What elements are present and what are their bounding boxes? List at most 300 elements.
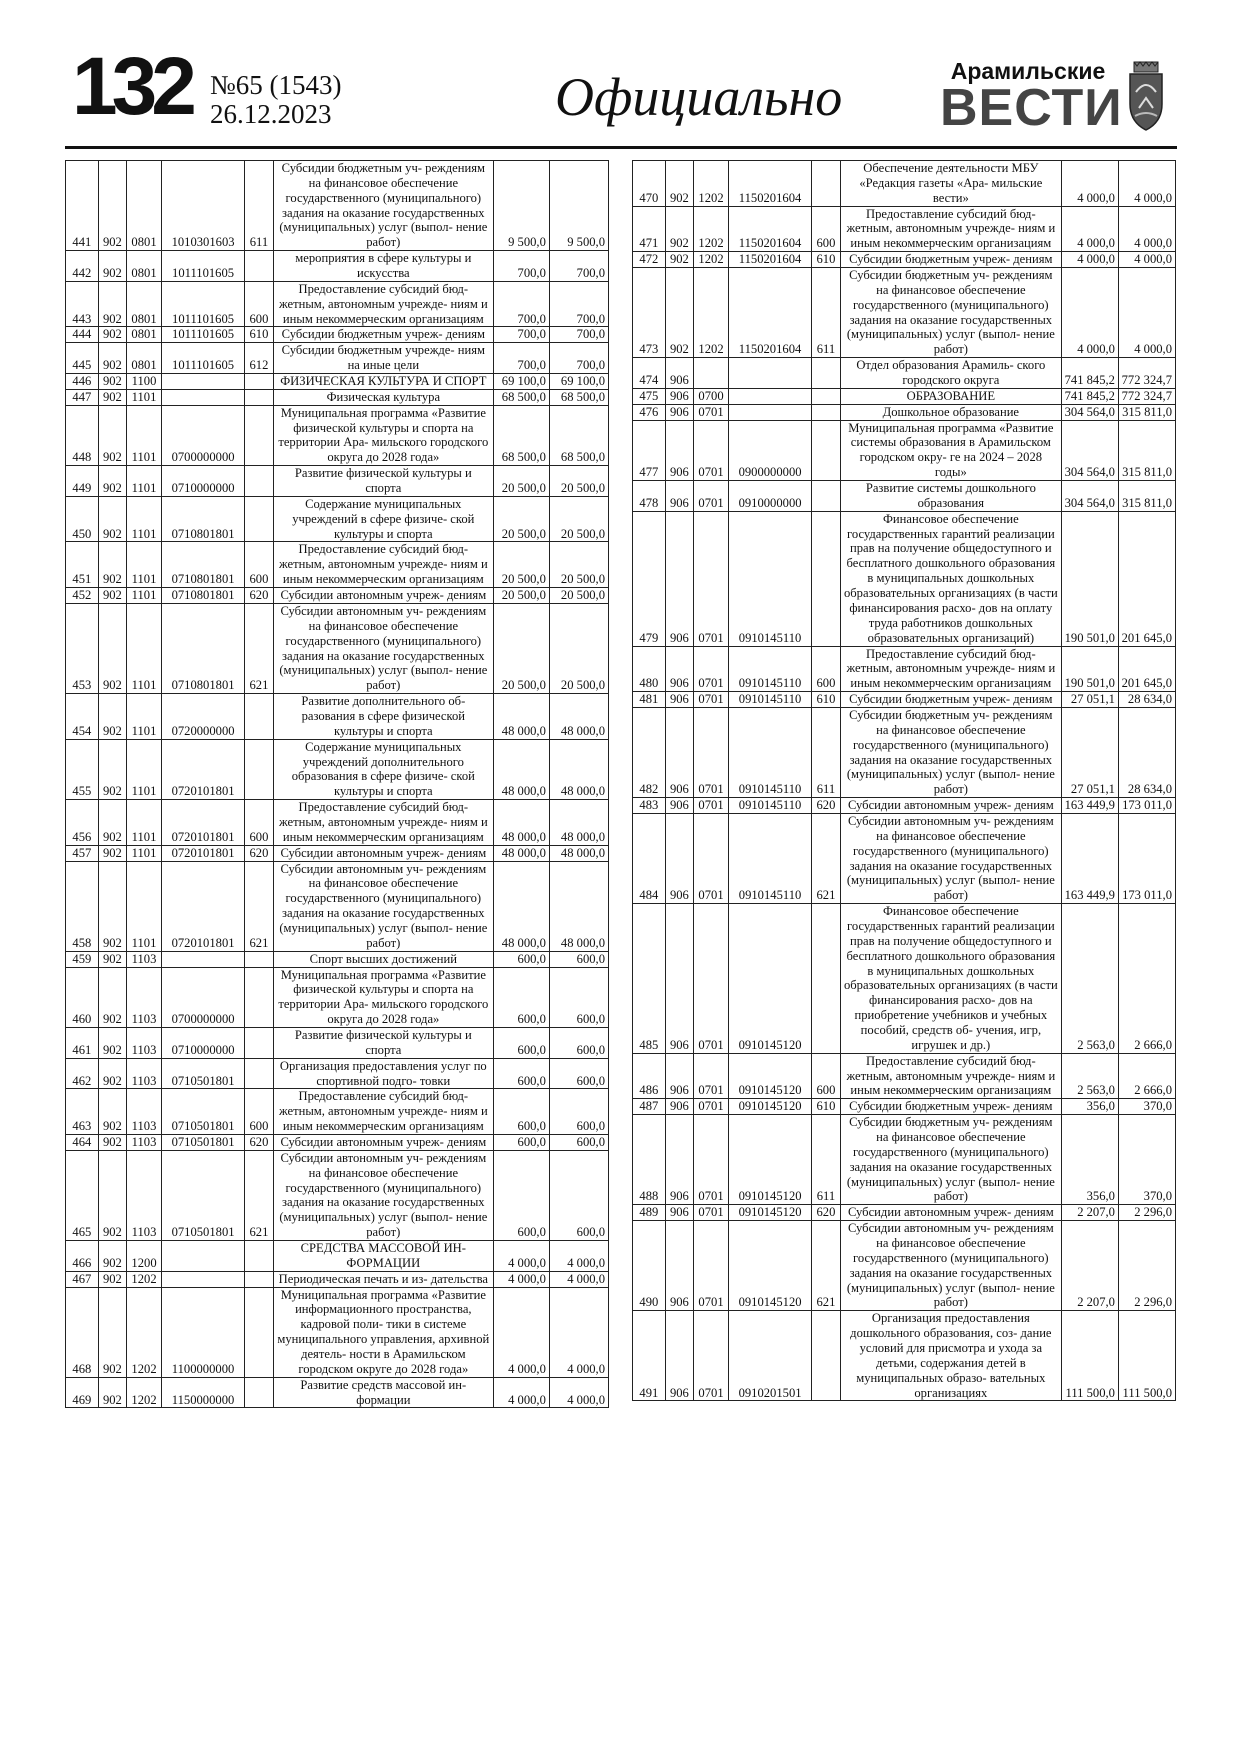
amount-2026-cell: 48 000,0 (549, 800, 608, 846)
item-name-cell: Субсидии бюджетным уч- реждениям на финансовое обеспечение государственного (муниципального) задания на оказание государственных (муниципальных) услуг (выпол- нение работ) (840, 707, 1061, 797)
admin-code-cell: 906 (665, 404, 693, 420)
admin-code-cell: 902 (98, 1271, 126, 1287)
admin-code-cell: 906 (665, 707, 693, 797)
target-article-cell: 0910145110 (728, 511, 811, 646)
target-article-cell: 0910145120 (728, 1053, 811, 1099)
admin-code-cell: 902 (98, 1089, 126, 1135)
section-code-cell: 1202 (694, 206, 729, 252)
amount-2026-cell: 2 296,0 (1118, 1205, 1175, 1221)
section-title: Официально (555, 67, 843, 127)
expense-type-cell: 611 (245, 161, 273, 251)
item-name-cell: Периодическая печать и из- дательства (273, 1271, 493, 1287)
table-row (66, 389, 609, 405)
amount-2025-cell: 600,0 (494, 1058, 550, 1089)
item-name-cell: Организация предоставления услуг по спортивной подго- товки (273, 1058, 493, 1089)
section-code-cell: 1101 (127, 739, 162, 799)
table-row (66, 343, 609, 374)
row-number-cell: 477 (633, 420, 666, 480)
table-row (66, 1287, 609, 1377)
section-code-cell: 1202 (127, 1287, 162, 1377)
row-number-cell: 474 (633, 358, 666, 389)
amount-2025-cell: 600,0 (494, 1089, 550, 1135)
row-number-cell: 456 (66, 800, 99, 846)
row-number-cell: 449 (66, 466, 99, 497)
expense-type-cell: 620 (812, 798, 840, 814)
expense-type-cell (245, 951, 273, 967)
table-row (633, 1099, 1176, 1115)
admin-code-cell: 906 (665, 420, 693, 480)
item-name-cell: Субсидии автономным уч- реждениям на финансовое обеспечение государственного (муниципального) задания на оказание государственных (муниципальных) услуг (выпол- нение работ) (273, 861, 493, 951)
target-article-cell (161, 1241, 244, 1272)
target-article-cell: 0710501801 (161, 1150, 244, 1240)
target-article-cell: 0910145110 (728, 692, 811, 708)
table-row (633, 1115, 1176, 1205)
expense-type-cell: 600 (812, 1053, 840, 1099)
admin-code-cell: 906 (665, 1205, 693, 1221)
expense-type-cell: 600 (812, 646, 840, 692)
table-row (633, 813, 1176, 903)
section-code-cell: 1202 (127, 1271, 162, 1287)
row-number-cell: 490 (633, 1221, 666, 1311)
table-row (633, 420, 1176, 480)
amount-2026-cell: 20 500,0 (549, 603, 608, 693)
amount-2026-cell: 2 296,0 (1118, 1221, 1175, 1311)
admin-code-cell: 902 (665, 268, 693, 358)
item-name-cell: Субсидии автономным уч- реждениям на финансовое обеспечение государственного (муниципального) задания на оказание государственных (муниципальных) услуг (выпол- нение работ) (273, 603, 493, 693)
target-article-cell (161, 951, 244, 967)
expense-type-cell (812, 358, 840, 389)
item-name-cell: Субсидии автономным уч- реждениям на финансовое обеспечение государственного (муниципального) задания на оказание государственных (муниципальных) услуг (выпол- нение работ) (273, 1150, 493, 1240)
table-row (633, 1053, 1176, 1099)
amount-2026-cell: 772 324,7 (1118, 358, 1175, 389)
amount-2025-cell: 600,0 (494, 951, 550, 967)
expense-type-cell: 621 (812, 813, 840, 903)
amount-2025-cell: 4 000,0 (494, 1241, 550, 1272)
amount-2026-cell: 201 645,0 (1118, 646, 1175, 692)
target-article-cell: 0910000000 (728, 481, 811, 512)
section-code-cell: 0801 (127, 343, 162, 374)
target-article-cell: 0910145120 (728, 1221, 811, 1311)
expense-type-cell (245, 496, 273, 542)
table-row (66, 466, 609, 497)
target-article-cell: 0910145120 (728, 1115, 811, 1205)
amount-2025-cell: 163 449,9 (1062, 798, 1119, 814)
section-code-cell: 1103 (127, 1150, 162, 1240)
item-name-cell: Субсидии автономным учреж- дениям (840, 798, 1061, 814)
amount-2026-cell: 600,0 (549, 1150, 608, 1240)
expense-type-cell: 600 (245, 542, 273, 588)
item-name-cell: Субсидии бюджетным уч- реждениям на финансовое обеспечение государственного (муниципального) задания на оказание государственных (муниципальных) услуг (выпол- нение работ) (273, 161, 493, 251)
section-code-cell: 0701 (694, 1205, 729, 1221)
amount-2026-cell: 700,0 (549, 281, 608, 327)
expense-type-cell: 620 (245, 845, 273, 861)
expense-type-cell (245, 1241, 273, 1272)
row-number-cell: 448 (66, 405, 99, 465)
admin-code-cell: 906 (665, 1115, 693, 1205)
amount-2026-cell: 173 011,0 (1118, 798, 1175, 814)
row-number-cell: 453 (66, 603, 99, 693)
item-name-cell: Муниципальная программа «Развитие физической культуры и спорта на территории Ара- мильского городского округа до 2028 года» (273, 405, 493, 465)
amount-2025-cell: 48 000,0 (494, 800, 550, 846)
amount-2025-cell: 700,0 (494, 251, 550, 282)
item-name-cell: Финансовое обеспечение государственных гарантий реализации прав на получение общедоступного и бесплатного дошкольного образования в муниципальных дошкольных образовательных организациях (в части финансирования расхо- дов на приобретение учебников и учебных пособий, средств об- учения, игр, игрушек и др.) (840, 904, 1061, 1054)
target-article-cell (728, 404, 811, 420)
row-number-cell: 471 (633, 206, 666, 252)
amount-2026-cell: 772 324,7 (1118, 388, 1175, 404)
row-number-cell: 472 (633, 252, 666, 268)
target-article-cell: 0910145110 (728, 813, 811, 903)
expense-type-cell (245, 1027, 273, 1058)
amount-2025-cell: 20 500,0 (494, 496, 550, 542)
amount-2026-cell: 4 000,0 (549, 1377, 608, 1408)
section-code-cell: 1101 (127, 603, 162, 693)
target-article-cell: 0710501801 (161, 1089, 244, 1135)
admin-code-cell: 906 (665, 692, 693, 708)
row-number-cell: 488 (633, 1115, 666, 1205)
amount-2025-cell: 741 845,2 (1062, 388, 1119, 404)
table-row (633, 707, 1176, 797)
expense-type-cell: 600 (812, 206, 840, 252)
expense-type-cell (245, 739, 273, 799)
brand-name-line2: ВЕСТИ (940, 79, 1123, 137)
row-number-cell: 473 (633, 268, 666, 358)
item-name-cell: Физическая культура (273, 389, 493, 405)
table-row (66, 1377, 609, 1408)
table-row (66, 603, 609, 693)
amount-2025-cell: 68 500,0 (494, 389, 550, 405)
amount-2025-cell: 700,0 (494, 327, 550, 343)
item-name-cell: Развитие дополнительного об- разования в сфере физической культуры и спорта (273, 694, 493, 740)
item-name-cell: Муниципальная программа «Развитие системы образования в Арамильском городском окру- ге на 2024 – 2028 годы» (840, 420, 1061, 480)
expense-type-cell (245, 466, 273, 497)
amount-2025-cell: 190 501,0 (1062, 646, 1119, 692)
target-article-cell: 0720000000 (161, 694, 244, 740)
section-code-cell: 0701 (694, 692, 729, 708)
amount-2026-cell: 600,0 (549, 1058, 608, 1089)
row-number-cell: 482 (633, 707, 666, 797)
item-name-cell: Субсидии автономным учреж- дениям (273, 845, 493, 861)
section-code-cell: 0701 (694, 904, 729, 1054)
expense-type-cell: 611 (812, 268, 840, 358)
target-article-cell: 1011101605 (161, 281, 244, 327)
table-row (66, 739, 609, 799)
amount-2025-cell: 4 000,0 (494, 1287, 550, 1377)
admin-code-cell: 906 (665, 511, 693, 646)
target-article-cell: 1150000000 (161, 1377, 244, 1408)
admin-code-cell: 902 (98, 405, 126, 465)
row-number-cell: 444 (66, 327, 99, 343)
target-article-cell: 1011101605 (161, 251, 244, 282)
admin-code-cell: 902 (98, 496, 126, 542)
amount-2026-cell: 4 000,0 (549, 1287, 608, 1377)
table-row (66, 496, 609, 542)
amount-2026-cell: 28 634,0 (1118, 692, 1175, 708)
issue-date: 26.12.2023 (210, 99, 332, 129)
admin-code-cell: 902 (98, 1287, 126, 1377)
target-article-cell: 1150201604 (728, 161, 811, 207)
admin-code-cell: 902 (98, 1150, 126, 1240)
section-code-cell: 1202 (694, 268, 729, 358)
table-row (66, 542, 609, 588)
expense-type-cell (812, 511, 840, 646)
table-row (66, 281, 609, 327)
table-row (66, 327, 609, 343)
amount-2026-cell: 9 500,0 (549, 161, 608, 251)
target-article-cell (728, 358, 811, 389)
table-row (66, 1271, 609, 1287)
row-number-cell: 468 (66, 1287, 99, 1377)
amount-2025-cell: 4 000,0 (494, 1271, 550, 1287)
amount-2025-cell: 2 563,0 (1062, 1053, 1119, 1099)
amount-2025-cell: 20 500,0 (494, 466, 550, 497)
expense-type-cell: 600 (245, 1089, 273, 1135)
item-name-cell: Субсидии автономным учреж- дениям (840, 1205, 1061, 1221)
row-number-cell: 443 (66, 281, 99, 327)
expense-type-cell (812, 481, 840, 512)
row-number-cell: 483 (633, 798, 666, 814)
table-row (66, 951, 609, 967)
expense-type-cell: 610 (812, 252, 840, 268)
row-number-cell: 450 (66, 496, 99, 542)
table-row (66, 588, 609, 604)
section-code-cell: 1103 (127, 951, 162, 967)
amount-2026-cell: 111 500,0 (1118, 1311, 1175, 1401)
expense-type-cell (245, 405, 273, 465)
admin-code-cell: 906 (665, 1053, 693, 1099)
table-row (66, 374, 609, 390)
item-name-cell: Субсидии бюджетным уч- реждениям на финансовое обеспечение государственного (муниципального) задания на оказание государственных (муниципальных) услуг (выпол- нение работ) (840, 1115, 1061, 1205)
item-name-cell: мероприятия в сфере культуры и искусства (273, 251, 493, 282)
issue-number: №65 (1543) (210, 70, 342, 100)
amount-2025-cell: 48 000,0 (494, 739, 550, 799)
expense-type-cell: 621 (245, 861, 273, 951)
amount-2025-cell: 111 500,0 (1062, 1311, 1119, 1401)
amount-2026-cell: 4 000,0 (1118, 206, 1175, 252)
admin-code-cell: 906 (665, 904, 693, 1054)
expense-type-cell (245, 374, 273, 390)
section-code-cell: 0701 (694, 1099, 729, 1115)
section-code-cell: 0701 (694, 511, 729, 646)
row-number-cell: 459 (66, 951, 99, 967)
item-name-cell: Предоставление субсидий бюд- жетным, автономным учрежде- ниям и иным некоммерческим организациям (840, 206, 1061, 252)
expense-type-cell: 611 (812, 707, 840, 797)
expense-type-cell (245, 251, 273, 282)
admin-code-cell: 902 (98, 374, 126, 390)
amount-2025-cell: 356,0 (1062, 1099, 1119, 1115)
table-row (633, 206, 1176, 252)
table-row (633, 511, 1176, 646)
admin-code-cell: 902 (98, 739, 126, 799)
admin-code-cell: 906 (665, 388, 693, 404)
section-code-cell: 1103 (127, 967, 162, 1027)
row-number-cell: 454 (66, 694, 99, 740)
expense-type-cell: 620 (812, 1205, 840, 1221)
row-number-cell: 442 (66, 251, 99, 282)
budget-table-left (65, 160, 609, 1408)
section-code-cell: 1101 (127, 588, 162, 604)
row-number-cell: 476 (633, 404, 666, 420)
row-number-cell: 487 (633, 1099, 666, 1115)
admin-code-cell: 906 (665, 481, 693, 512)
admin-code-cell: 902 (98, 694, 126, 740)
expense-type-cell: 621 (245, 1150, 273, 1240)
amount-2025-cell: 69 100,0 (494, 374, 550, 390)
expense-type-cell: 620 (245, 1135, 273, 1151)
amount-2026-cell: 69 100,0 (549, 374, 608, 390)
row-number-cell: 445 (66, 343, 99, 374)
item-name-cell: Субсидии бюджетным учреж- дениям (273, 327, 493, 343)
admin-code-cell: 902 (665, 161, 693, 207)
amount-2025-cell: 741 845,2 (1062, 358, 1119, 389)
amount-2025-cell: 4 000,0 (1062, 161, 1119, 207)
table-row (633, 1311, 1176, 1401)
row-number-cell: 447 (66, 389, 99, 405)
amount-2025-cell: 190 501,0 (1062, 511, 1119, 646)
section-code-cell: 1101 (127, 542, 162, 588)
target-article-cell: 0910201501 (728, 1311, 811, 1401)
expense-type-cell: 620 (245, 588, 273, 604)
amount-2025-cell: 304 564,0 (1062, 481, 1119, 512)
admin-code-cell: 902 (98, 389, 126, 405)
section-code-cell: 0801 (127, 281, 162, 327)
expense-type-cell (245, 1377, 273, 1408)
target-article-cell: 1150201604 (728, 206, 811, 252)
amount-2025-cell: 2 207,0 (1062, 1205, 1119, 1221)
item-name-cell: Субсидии автономным уч- реждениям на финансовое обеспечение государственного (муниципального) задания на оказание государственных (муниципальных) услуг (выпол- нение работ) (840, 1221, 1061, 1311)
amount-2026-cell: 2 666,0 (1118, 904, 1175, 1054)
row-number-cell: 470 (633, 161, 666, 207)
expense-type-cell (812, 404, 840, 420)
target-article-cell: 1150201604 (728, 252, 811, 268)
table-row (66, 251, 609, 282)
target-article-cell: 0910145110 (728, 798, 811, 814)
amount-2026-cell: 4 000,0 (1118, 161, 1175, 207)
target-article-cell: 0710801801 (161, 588, 244, 604)
section-code-cell: 1101 (127, 694, 162, 740)
row-number-cell: 452 (66, 588, 99, 604)
admin-code-cell: 906 (665, 813, 693, 903)
row-number-cell: 479 (633, 511, 666, 646)
item-name-cell: Субсидии автономным учреж- дениям (273, 1135, 493, 1151)
admin-code-cell: 902 (665, 252, 693, 268)
target-article-cell: 0720101801 (161, 861, 244, 951)
item-name-cell: Развитие средств массовой ин- формации (273, 1377, 493, 1408)
expense-type-cell (245, 967, 273, 1027)
target-article-cell: 1150201604 (728, 268, 811, 358)
item-name-cell: СРЕДСТВА МАССОВОЙ ИН- ФОРМАЦИИ (273, 1241, 493, 1272)
section-code-cell: 1103 (127, 1089, 162, 1135)
amount-2026-cell: 4 000,0 (549, 1271, 608, 1287)
amount-2026-cell: 4 000,0 (1118, 252, 1175, 268)
admin-code-cell: 902 (98, 343, 126, 374)
section-code-cell: 0701 (694, 798, 729, 814)
amount-2026-cell: 2 666,0 (1118, 1053, 1175, 1099)
amount-2026-cell: 370,0 (1118, 1115, 1175, 1205)
section-code-cell (694, 358, 729, 389)
admin-code-cell: 906 (665, 646, 693, 692)
admin-code-cell: 902 (98, 1377, 126, 1408)
admin-code-cell: 906 (665, 1311, 693, 1401)
page-header (0, 0, 1241, 148)
item-name-cell: Субсидии бюджетным уч- реждениям на финансовое обеспечение государственного (муниципального) задания на оказание государственных (муниципальных) услуг (выпол- нение работ) (840, 268, 1061, 358)
target-article-cell: 0710801801 (161, 603, 244, 693)
target-article-cell: 0710000000 (161, 1027, 244, 1058)
amount-2025-cell: 4 000,0 (1062, 252, 1119, 268)
admin-code-cell: 902 (98, 845, 126, 861)
amount-2026-cell: 315 811,0 (1118, 420, 1175, 480)
row-number-cell: 465 (66, 1150, 99, 1240)
expense-type-cell: 600 (245, 281, 273, 327)
table-row (633, 268, 1176, 358)
section-code-cell: 1100 (127, 374, 162, 390)
table-row (66, 1135, 609, 1151)
section-code-cell: 1103 (127, 1058, 162, 1089)
header-rule (65, 146, 1177, 149)
amount-2026-cell: 201 645,0 (1118, 511, 1175, 646)
section-code-cell: 0801 (127, 161, 162, 251)
amount-2026-cell: 4 000,0 (549, 1241, 608, 1272)
section-code-cell: 0700 (694, 388, 729, 404)
amount-2025-cell: 20 500,0 (494, 542, 550, 588)
amount-2026-cell: 68 500,0 (549, 389, 608, 405)
table-row (633, 692, 1176, 708)
target-article-cell: 0720101801 (161, 800, 244, 846)
amount-2025-cell: 48 000,0 (494, 694, 550, 740)
table-row (633, 404, 1176, 420)
amount-2025-cell: 2 207,0 (1062, 1221, 1119, 1311)
admin-code-cell: 902 (98, 161, 126, 251)
admin-code-cell: 902 (98, 800, 126, 846)
row-number-cell: 460 (66, 967, 99, 1027)
table-row (633, 646, 1176, 692)
admin-code-cell: 906 (665, 798, 693, 814)
section-code-cell: 1103 (127, 1135, 162, 1151)
expense-type-cell: 610 (245, 327, 273, 343)
target-article-cell: 0910145120 (728, 904, 811, 1054)
admin-code-cell: 906 (665, 1099, 693, 1115)
target-article-cell (161, 389, 244, 405)
amount-2025-cell: 48 000,0 (494, 861, 550, 951)
row-number-cell: 484 (633, 813, 666, 903)
left-column (65, 160, 609, 1408)
amount-2026-cell: 315 811,0 (1118, 404, 1175, 420)
table-row (66, 161, 609, 251)
expense-type-cell (245, 694, 273, 740)
row-number-cell: 455 (66, 739, 99, 799)
amount-2026-cell: 600,0 (549, 1089, 608, 1135)
amount-2025-cell: 4 000,0 (494, 1377, 550, 1408)
row-number-cell: 462 (66, 1058, 99, 1089)
target-article-cell (161, 1271, 244, 1287)
target-article-cell: 0910145110 (728, 707, 811, 797)
section-code-cell: 0701 (694, 481, 729, 512)
section-code-cell: 1101 (127, 845, 162, 861)
table-row (633, 904, 1176, 1054)
item-name-cell: Содержание муниципальных учреждений в сфере физиче- ской культуры и спорта (273, 496, 493, 542)
item-name-cell: Субсидии бюджетным учрежде- ниям на иные цели (273, 343, 493, 374)
admin-code-cell: 902 (665, 206, 693, 252)
section-code-cell: 1101 (127, 389, 162, 405)
amount-2026-cell: 48 000,0 (549, 739, 608, 799)
target-article-cell: 1100000000 (161, 1287, 244, 1377)
item-name-cell: Предоставление субсидий бюд- жетным, автономным учрежде- ниям и иным некоммерческим организациям (840, 646, 1061, 692)
amount-2026-cell: 600,0 (549, 1135, 608, 1151)
item-name-cell: Развитие системы дошкольного образования (840, 481, 1061, 512)
table-row (66, 694, 609, 740)
expense-type-cell: 610 (812, 692, 840, 708)
target-article-cell: 0910145110 (728, 646, 811, 692)
target-article-cell: 0710501801 (161, 1058, 244, 1089)
